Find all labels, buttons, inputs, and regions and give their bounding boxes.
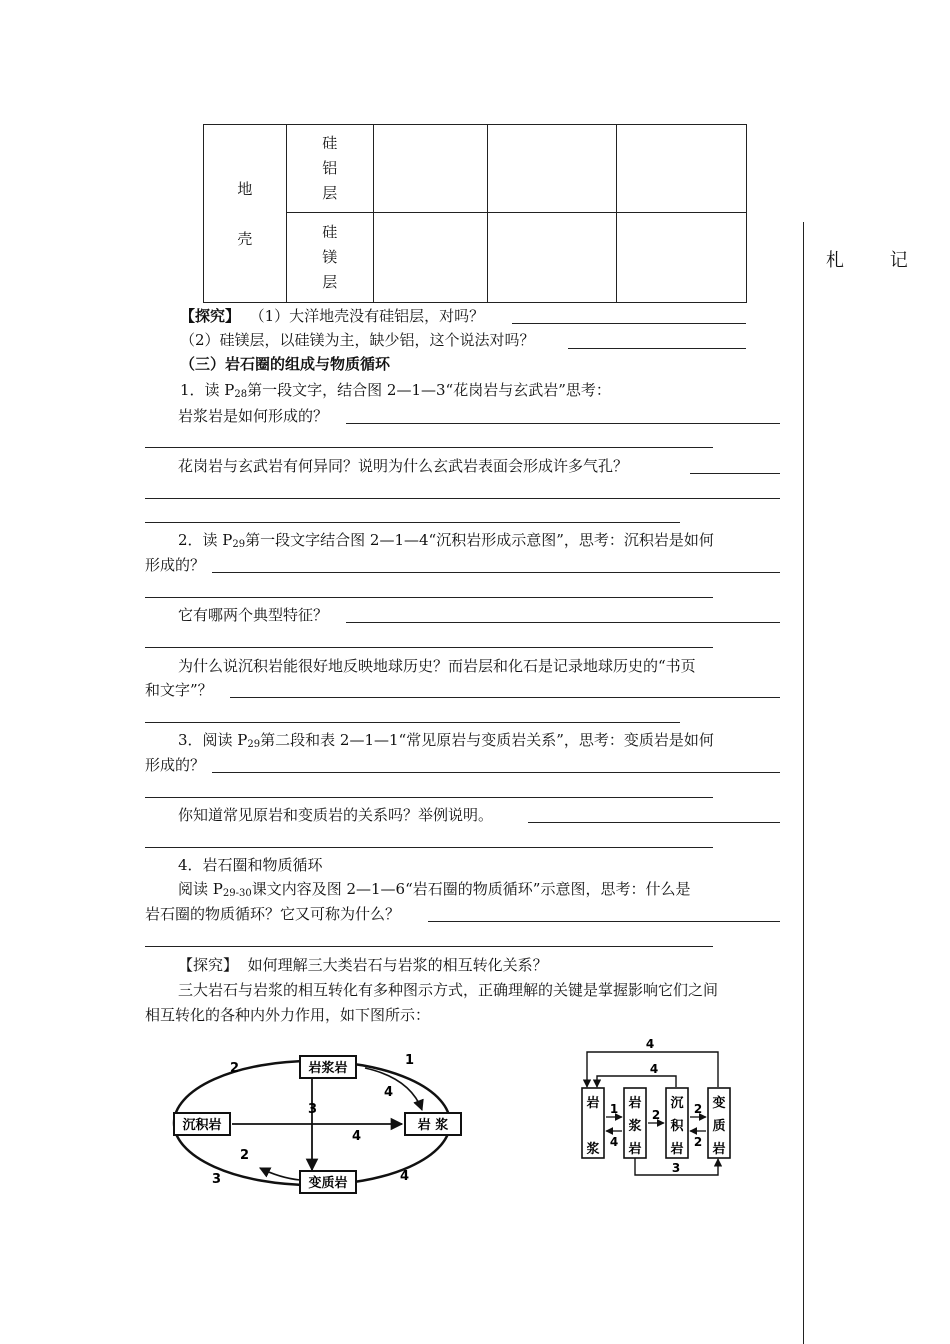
process-label: 1 xyxy=(405,1053,415,1068)
sial-char: 铝 xyxy=(322,159,338,177)
section-title: （三）岩石圈的组成与物质循环 xyxy=(180,355,391,373)
item1-prefix: 1．读 P xyxy=(180,381,235,399)
node-sedimentary-rock: 沉积岩 xyxy=(182,1118,222,1133)
explore2-text: 如何理解三大类岩石与岩浆的相互转化关系？ xyxy=(247,956,548,974)
answer-line[interactable] xyxy=(212,772,780,773)
item3-question-2: 你知道常见原岩和变质岩的关系吗？举例说明。 xyxy=(178,806,494,824)
item2-intro xyxy=(178,530,714,555)
answer-line[interactable] xyxy=(512,323,746,324)
answer-line[interactable] xyxy=(145,498,780,499)
sima-char: 层 xyxy=(322,273,338,291)
sima-layer-cell xyxy=(286,213,373,303)
page-ref: 29 xyxy=(232,539,246,550)
item3-prefix: 3．阅读 P xyxy=(178,731,248,749)
answer-line[interactable] xyxy=(212,572,780,573)
process-label: 4 xyxy=(609,1135,619,1149)
node-magma: 岩 浆 xyxy=(417,1118,449,1133)
crust-char-1: 地 xyxy=(237,179,253,198)
explore1-question-1: （1）大洋地壳没有硅铝层，对吗？ xyxy=(249,307,485,325)
explore1-question-2: （2）硅镁层，以硅镁为主，缺少铝，这个说法对吗？ xyxy=(180,331,535,349)
item2-question-2: 它有哪两个典型特征？ xyxy=(178,606,329,624)
page-ref: 29-30 xyxy=(222,888,252,899)
item3-cont: 形成的？ xyxy=(145,756,206,774)
item2-prefix: 2．读 P xyxy=(178,531,233,549)
process-label: 4 xyxy=(649,1062,659,1076)
answer-line[interactable] xyxy=(145,847,713,848)
answer-line[interactable] xyxy=(568,348,746,349)
process-label: 4 xyxy=(400,1169,410,1184)
table-cell-empty[interactable] xyxy=(617,213,747,303)
process-label: 4 xyxy=(645,1037,655,1051)
process-label: 4 xyxy=(352,1129,362,1144)
box-char: 浆 xyxy=(586,1142,600,1157)
process-label: 2 xyxy=(651,1108,661,1122)
sima-char: 硅 xyxy=(322,223,338,241)
crust-layer-table xyxy=(203,124,747,303)
notes-margin-rule xyxy=(803,222,804,1344)
answer-line[interactable] xyxy=(428,921,780,922)
explore1-q1 xyxy=(180,306,484,326)
table-cell-empty[interactable] xyxy=(617,125,747,213)
answer-line[interactable] xyxy=(528,822,780,823)
item2-rest: 第一段文字结合图 2—1—4“沉积岩形成示意图”，思考：沉积岩是如何 xyxy=(245,531,714,549)
answer-line[interactable] xyxy=(145,522,680,523)
box-char: 积 xyxy=(670,1119,684,1134)
box-char: 变 xyxy=(712,1096,726,1111)
item2-question-3-line1: 为什么说沉积岩能很好地反映地球历史？而岩层和化石是记录地球历史的“书页 xyxy=(178,657,696,675)
process-label: 2 xyxy=(693,1102,703,1116)
process-label: 3 xyxy=(212,1172,222,1187)
box-char: 岩 xyxy=(586,1096,600,1111)
item3-rest: 第二段和表 2—1—1“常见原岩与变质岩关系”，思考：变质岩是如何 xyxy=(260,731,714,749)
node-magmatic-rock: 岩浆岩 xyxy=(308,1061,348,1076)
sial-layer-cell xyxy=(286,125,373,213)
item1-question-2: 花岗岩与玄武岩有何异同？说明为什么玄武岩表面会形成许多气孔？ xyxy=(178,457,629,475)
box-char: 岩 xyxy=(628,1142,642,1157)
crust-char-2: 壳 xyxy=(237,229,253,248)
item1-rest: 第一段文字，结合图 2—1—3“花岗岩与玄武岩”思考： xyxy=(247,381,611,399)
box-char: 岩 xyxy=(628,1096,642,1111)
process-label: 2 xyxy=(693,1135,703,1149)
crust-row-header xyxy=(204,125,287,303)
item1-question-1: 岩浆岩是如何形成的？ xyxy=(178,407,329,425)
item4-rest: 课文内容及图 2—1—6“岩石圈的物质循环”示意图，思考：什么是 xyxy=(251,880,691,898)
sial-char: 层 xyxy=(322,184,338,202)
answer-line[interactable] xyxy=(145,797,713,798)
explore-tag: 【探究】 xyxy=(180,307,241,325)
answer-line[interactable] xyxy=(346,622,780,623)
item4-cont: 岩石圈的物质循环？它又可称为什么？ xyxy=(145,905,401,923)
process-label: 2 xyxy=(230,1061,240,1076)
sial-char: 硅 xyxy=(322,134,338,152)
inner-arc-bottom-left xyxy=(260,1168,300,1180)
page-ref: 28 xyxy=(234,389,248,400)
process-label: 1 xyxy=(609,1102,619,1116)
process-label: 2 xyxy=(240,1148,250,1163)
process-label: 4 xyxy=(384,1085,394,1100)
rock-cycle-ellipse-diagram xyxy=(160,1040,470,1200)
answer-line[interactable] xyxy=(145,722,680,723)
inner-arc-top-right xyxy=(365,1068,422,1110)
explore-tag: 【探究】 xyxy=(178,956,239,974)
explore2-question xyxy=(178,955,548,975)
item1-intro xyxy=(180,380,611,405)
node-metamorphic-rock: 变质岩 xyxy=(308,1176,348,1191)
process-label: 3 xyxy=(308,1102,318,1117)
box-char: 岩 xyxy=(670,1142,684,1157)
process-label: 3 xyxy=(671,1161,681,1175)
table-cell-empty[interactable] xyxy=(373,213,488,303)
rock-cycle-box-diagram xyxy=(570,1035,745,1185)
item2-question-3-line2: 和文字”？ xyxy=(145,681,213,699)
page-ref: 29 xyxy=(247,739,261,750)
answer-line[interactable] xyxy=(145,946,713,947)
answer-line[interactable] xyxy=(145,597,713,598)
answer-line[interactable] xyxy=(346,423,780,424)
answer-line[interactable] xyxy=(145,447,713,448)
answer-line[interactable] xyxy=(230,697,780,698)
answer-line[interactable] xyxy=(690,473,780,474)
notes-title: 札 记 xyxy=(826,250,928,271)
item4-title: 4．岩石圈和物质循环 xyxy=(178,856,323,874)
explore2-paragraph-line2: 相互转化的各种内外力作用，如下图所示： xyxy=(145,1006,431,1024)
item3-intro xyxy=(178,730,714,755)
answer-line[interactable] xyxy=(145,647,713,648)
table-cell-empty[interactable] xyxy=(488,213,617,303)
table-cell-empty[interactable] xyxy=(488,125,617,213)
item4-intro xyxy=(178,879,690,904)
box-char: 沉 xyxy=(670,1096,684,1111)
box-char: 质 xyxy=(712,1119,726,1134)
item2-cont: 形成的？ xyxy=(145,556,206,574)
item4-prefix: 阅读 P xyxy=(178,880,223,898)
table-cell-empty[interactable] xyxy=(373,125,488,213)
box-char: 岩 xyxy=(712,1142,726,1157)
sima-char: 镁 xyxy=(322,248,338,266)
box-char: 浆 xyxy=(628,1119,642,1134)
loop-inner-top xyxy=(597,1076,676,1087)
explore2-paragraph-line1: 三大岩石与岩浆的相互转化有多种图示方式，正确理解的关键是掌握影响它们之间 xyxy=(178,981,719,999)
